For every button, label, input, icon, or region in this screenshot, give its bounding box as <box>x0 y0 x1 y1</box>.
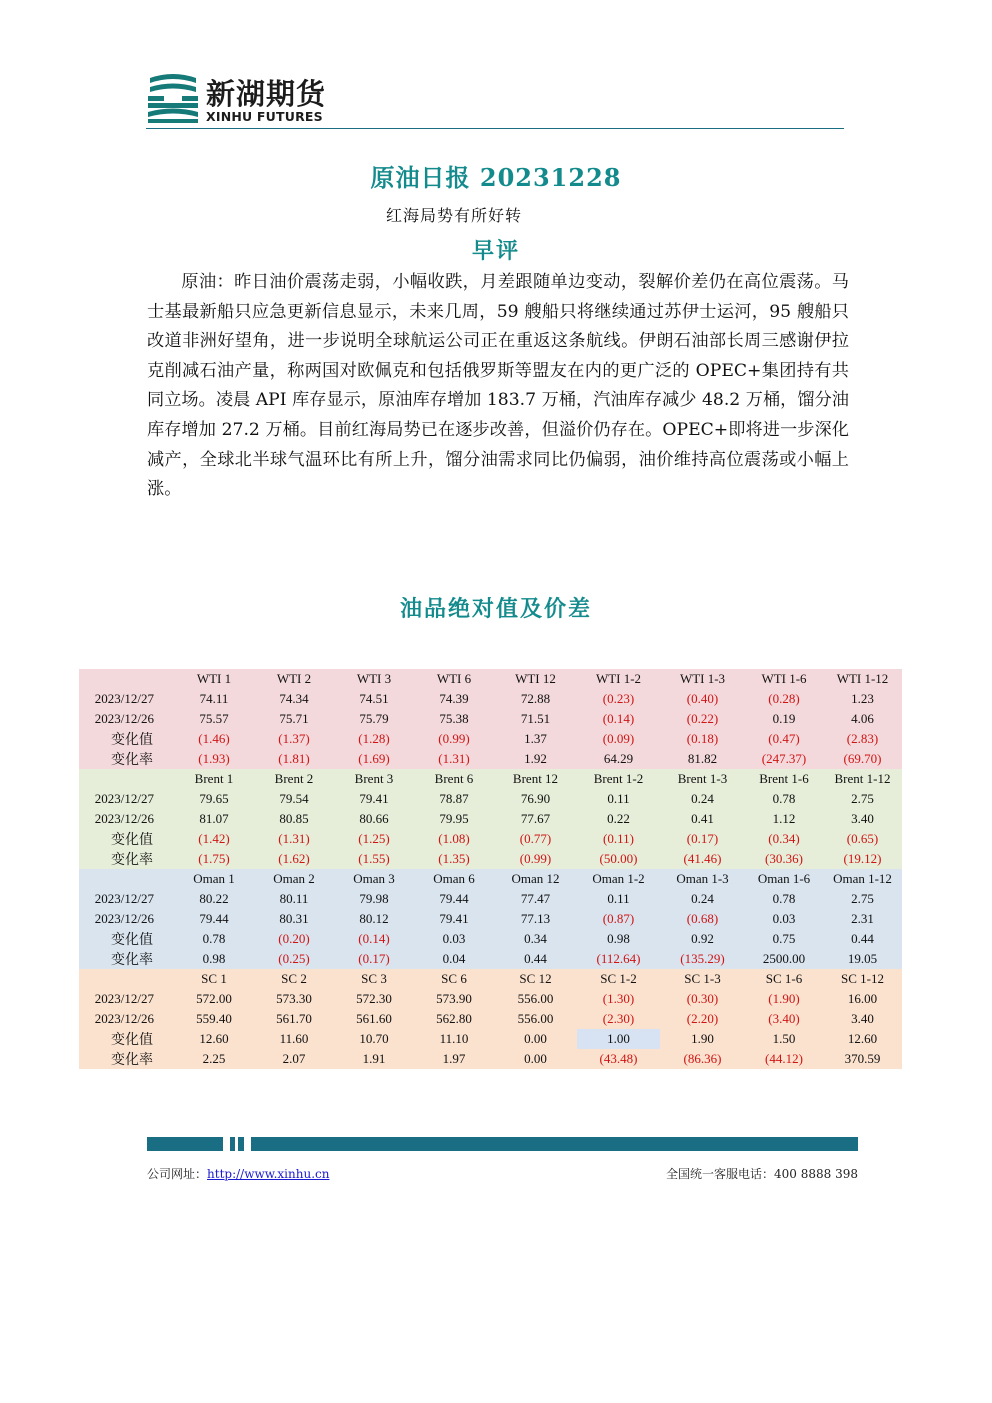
header-blank-cell <box>79 969 174 989</box>
table-cell: 75.57 <box>174 709 254 729</box>
table-cell: 11.60 <box>254 1029 334 1049</box>
table-cell: 1.00 <box>577 1029 660 1049</box>
row-label: 2023/12/27 <box>79 989 174 1009</box>
column-header: WTI 6 <box>414 669 494 689</box>
row-label: 2023/12/26 <box>79 909 174 929</box>
table-cell: 562.80 <box>414 1009 494 1029</box>
table-cell: 0.44 <box>823 929 902 949</box>
table-cell: 79.44 <box>414 889 494 909</box>
table-row <box>79 989 902 1009</box>
table-cell: (0.17) <box>660 829 745 849</box>
column-header: Brent 12 <box>494 769 577 789</box>
table-cell: 2.25 <box>174 1049 254 1069</box>
row-label: 2023/12/27 <box>79 889 174 909</box>
header-divider <box>146 128 844 129</box>
table-cell: 74.11 <box>174 689 254 709</box>
table-row <box>79 1029 902 1049</box>
table-cell: 572.00 <box>174 989 254 1009</box>
column-header: Oman 1-12 <box>823 869 902 889</box>
table-row <box>79 789 902 809</box>
table-cell: 1.91 <box>334 1049 414 1069</box>
row-label: 2023/12/26 <box>79 1009 174 1029</box>
column-header: Oman 1-2 <box>577 869 660 889</box>
table-cell: 81.82 <box>660 749 745 769</box>
column-header: Brent 1-6 <box>745 769 823 789</box>
table-cell: 0.41 <box>660 809 745 829</box>
table-cell: 0.75 <box>745 929 823 949</box>
table-cell: 80.85 <box>254 809 334 829</box>
table-cell: (1.69) <box>334 749 414 769</box>
table-row <box>79 889 902 909</box>
table-cell: (0.87) <box>577 909 660 929</box>
table-cell: 1.12 <box>745 809 823 829</box>
table-cell: 12.60 <box>823 1029 902 1049</box>
table-cell: (1.37) <box>254 729 334 749</box>
table-cell: (1.75) <box>174 849 254 869</box>
report-title: 原油日报 20231228 <box>370 163 622 192</box>
table-cell: 1.92 <box>494 749 577 769</box>
table-cell: 77.67 <box>494 809 577 829</box>
table-cell: (0.28) <box>745 689 823 709</box>
table-cell: (0.99) <box>414 729 494 749</box>
column-header: Brent 1-2 <box>577 769 660 789</box>
column-header: WTI 1-6 <box>745 669 823 689</box>
column-header: WTI 1-12 <box>823 669 902 689</box>
table-cell: 80.11 <box>254 889 334 909</box>
column-header: Oman 12 <box>494 869 577 889</box>
table-cell: 71.51 <box>494 709 577 729</box>
table-cell: 573.30 <box>254 989 334 1009</box>
table-cell: 0.22 <box>577 809 660 829</box>
table-cell: (0.34) <box>745 829 823 849</box>
table-cell: 79.65 <box>174 789 254 809</box>
row-label: 2023/12/26 <box>79 709 174 729</box>
table-header-row <box>79 869 902 889</box>
table-cell: 0.98 <box>174 949 254 969</box>
table-cell: (2.30) <box>577 1009 660 1029</box>
footer-website-link[interactable]: http://www.xinhu.cn <box>207 1167 330 1181</box>
column-header: Brent 6 <box>414 769 494 789</box>
table-cell: (1.55) <box>334 849 414 869</box>
table-cell: 75.38 <box>414 709 494 729</box>
table-row <box>79 809 902 829</box>
table-cell: 559.40 <box>174 1009 254 1029</box>
column-header: SC 12 <box>494 969 577 989</box>
table-cell: (0.25) <box>254 949 334 969</box>
column-header: Brent 1-3 <box>660 769 745 789</box>
table-cell: (1.90) <box>745 989 823 1009</box>
table-cell: (0.22) <box>660 709 745 729</box>
table-cell: 3.40 <box>823 1009 902 1029</box>
table-cell: (69.70) <box>823 749 902 769</box>
table-cell: 76.90 <box>494 789 577 809</box>
table-cell: (1.30) <box>577 989 660 1009</box>
table-cell: (1.46) <box>174 729 254 749</box>
section-heading-morning: 早评 <box>471 238 520 264</box>
table-cell: 77.47 <box>494 889 577 909</box>
table-cell: (1.08) <box>414 829 494 849</box>
table-row <box>79 749 902 769</box>
table-cell: (247.37) <box>745 749 823 769</box>
table-row <box>79 1049 902 1069</box>
table-cell: 2500.00 <box>745 949 823 969</box>
table-cell: 0.44 <box>494 949 577 969</box>
table-cell: 1.37 <box>494 729 577 749</box>
row-label: 变化率 <box>79 949 174 969</box>
table-cell: 0.00 <box>494 1029 577 1049</box>
table-cell: 79.44 <box>174 909 254 929</box>
table-row <box>79 1009 902 1029</box>
column-header: Oman 3 <box>334 869 414 889</box>
column-header: Oman 1-3 <box>660 869 745 889</box>
column-header: SC 1-3 <box>660 969 745 989</box>
table-cell: (1.93) <box>174 749 254 769</box>
table-cell: (0.14) <box>334 929 414 949</box>
table-cell: 79.54 <box>254 789 334 809</box>
table-cell: 0.04 <box>414 949 494 969</box>
table-cell: (1.62) <box>254 849 334 869</box>
table-cell: (1.31) <box>414 749 494 769</box>
table-cell: 0.19 <box>745 709 823 729</box>
table-cell: (19.12) <box>823 849 902 869</box>
table-cell: 74.51 <box>334 689 414 709</box>
table-cell: (0.09) <box>577 729 660 749</box>
table-cell: (1.35) <box>414 849 494 869</box>
table-cell: 572.30 <box>334 989 414 1009</box>
footer-bar-segment <box>147 1137 223 1151</box>
table-cell: 74.34 <box>254 689 334 709</box>
table-cell: (0.47) <box>745 729 823 749</box>
report-subtitle: 红海局势有所好转 <box>386 206 523 225</box>
table-cell: (44.12) <box>745 1049 823 1069</box>
column-header: WTI 1-2 <box>577 669 660 689</box>
table-cell: 77.13 <box>494 909 577 929</box>
table-cell: 10.70 <box>334 1029 414 1049</box>
column-header: SC 1-2 <box>577 969 660 989</box>
table-cell: 79.95 <box>414 809 494 829</box>
table-cell: 556.00 <box>494 1009 577 1029</box>
table-cell: 75.71 <box>254 709 334 729</box>
footer-bar-segment <box>238 1137 244 1151</box>
xinhu-logo-icon <box>146 72 200 124</box>
table-row <box>79 689 902 709</box>
row-label: 变化值 <box>79 829 174 849</box>
column-header: SC 2 <box>254 969 334 989</box>
table-cell: (30.36) <box>745 849 823 869</box>
table-cell: 19.05 <box>823 949 902 969</box>
column-header: Brent 3 <box>334 769 414 789</box>
table-cell: (1.31) <box>254 829 334 849</box>
table-cell: 2.75 <box>823 889 902 909</box>
table-cell: (1.25) <box>334 829 414 849</box>
table-cell: 0.98 <box>577 929 660 949</box>
footer-hotline: 全国统一客服电话：400 8888 398 <box>666 1167 858 1181</box>
table-cell: 79.41 <box>414 909 494 929</box>
table-cell: (0.68) <box>660 909 745 929</box>
table-cell: (0.65) <box>823 829 902 849</box>
table-cell: (0.40) <box>660 689 745 709</box>
row-label: 2023/12/27 <box>79 789 174 809</box>
table-cell: 0.24 <box>660 789 745 809</box>
table-cell: 561.60 <box>334 1009 414 1029</box>
page-header <box>146 72 846 134</box>
table-cell: (86.36) <box>660 1049 745 1069</box>
morning-commentary: 原油：昨日油价震荡走弱，小幅收跌，月差跟随单边变动，裂解价差仍在高位震荡。马士基最新船只应急更新信息显示，未来几周，59 艘船只将继续通过苏伊士运河，95 艘船只改道非洲好望角，进一步说明全球航运公司正在重返这条航线。伊朗石油部长周三感谢伊拉克削减石油产量，称两国对欧佩克和包括俄罗斯等盟友在内的更广泛的 OPEC+集团持有共同立场。凌晨 API 库存显示，原油库存增加 183.7 万桶，汽油库存减少 48.2 万桶，馏分油库存增加 27.2 万桶。目前红海局势已在逐步改善，但溢价仍存在。OPEC+即将进一步深化减产，全球北半球气温环比有所上升，馏分油需求同比仍偏弱，油价维持高位震荡或小幅上涨。 <box>147 272 849 500</box>
table-cell: 561.70 <box>254 1009 334 1029</box>
table-cell: (2.83) <box>823 729 902 749</box>
table-cell: (0.20) <box>254 929 334 949</box>
table-cell: (112.64) <box>577 949 660 969</box>
table-cell: 64.29 <box>577 749 660 769</box>
table-cell: (43.48) <box>577 1049 660 1069</box>
oil-price-spread-table <box>79 669 902 1069</box>
footer-bar-segment <box>230 1137 235 1151</box>
column-header: SC 1-6 <box>745 969 823 989</box>
column-header: Oman 2 <box>254 869 334 889</box>
column-header: Brent 1-12 <box>823 769 902 789</box>
row-label: 2023/12/26 <box>79 809 174 829</box>
table-row <box>79 849 902 869</box>
table-cell: 80.66 <box>334 809 414 829</box>
table-cell: 78.87 <box>414 789 494 809</box>
table-row <box>79 929 902 949</box>
table-cell: 556.00 <box>494 989 577 1009</box>
table-cell: 1.50 <box>745 1029 823 1049</box>
table-cell: (0.30) <box>660 989 745 1009</box>
table-cell: (0.77) <box>494 829 577 849</box>
table-row <box>79 709 902 729</box>
header-blank-cell <box>79 669 174 689</box>
column-header: WTI 1 <box>174 669 254 689</box>
table-cell: 0.11 <box>577 889 660 909</box>
table-cell: 1.23 <box>823 689 902 709</box>
table-cell: (1.42) <box>174 829 254 849</box>
row-label: 变化值 <box>79 1029 174 1049</box>
table-cell: 74.39 <box>414 689 494 709</box>
table-cell: 0.78 <box>745 889 823 909</box>
table-cell: (0.23) <box>577 689 660 709</box>
row-label: 变化值 <box>79 729 174 749</box>
row-label: 变化率 <box>79 849 174 869</box>
table-cell: 0.92 <box>660 929 745 949</box>
table-cell: 0.11 <box>577 789 660 809</box>
table-cell: (3.40) <box>745 1009 823 1029</box>
table-row <box>79 829 902 849</box>
table-row <box>79 949 902 969</box>
table-cell: 3.40 <box>823 809 902 829</box>
table-cell: 75.79 <box>334 709 414 729</box>
table-cell: (0.17) <box>334 949 414 969</box>
table-cell: 4.06 <box>823 709 902 729</box>
table-cell: 0.00 <box>494 1049 577 1069</box>
table-cell: 1.97 <box>414 1049 494 1069</box>
header-blank-cell <box>79 769 174 789</box>
table-cell: 16.00 <box>823 989 902 1009</box>
table-cell: (50.00) <box>577 849 660 869</box>
brand-name <box>206 78 326 124</box>
footer-website <box>147 1165 329 1182</box>
table-cell: 2.31 <box>823 909 902 929</box>
row-label: 变化率 <box>79 749 174 769</box>
column-header: WTI 2 <box>254 669 334 689</box>
table-cell: 11.10 <box>414 1029 494 1049</box>
table-row <box>79 909 902 929</box>
table-cell: (0.99) <box>494 849 577 869</box>
table-cell: (2.20) <box>660 1009 745 1029</box>
brand-name-en: XINHU FUTURES <box>206 109 323 124</box>
column-header: WTI 1-3 <box>660 669 745 689</box>
table-cell: (0.11) <box>577 829 660 849</box>
column-header: Oman 1 <box>174 869 254 889</box>
table-cell: 79.98 <box>334 889 414 909</box>
table-cell: (1.28) <box>334 729 414 749</box>
table-cell: 0.78 <box>745 789 823 809</box>
table-cell: 80.12 <box>334 909 414 929</box>
table-cell: 0.24 <box>660 889 745 909</box>
table-cell: (41.46) <box>660 849 745 869</box>
column-header: WTI 3 <box>334 669 414 689</box>
table-cell: 72.88 <box>494 689 577 709</box>
table-cell: 2.07 <box>254 1049 334 1069</box>
table-cell: 370.59 <box>823 1049 902 1069</box>
table-cell: 0.34 <box>494 929 577 949</box>
table-cell: 0.03 <box>414 929 494 949</box>
table-header-row <box>79 969 902 989</box>
table-cell: (0.14) <box>577 709 660 729</box>
table-cell: 81.07 <box>174 809 254 829</box>
table-cell: 1.90 <box>660 1029 745 1049</box>
column-header: Oman 1-6 <box>745 869 823 889</box>
column-header: SC 1 <box>174 969 254 989</box>
column-header: WTI 12 <box>494 669 577 689</box>
table-cell: 2.75 <box>823 789 902 809</box>
table-cell: (0.18) <box>660 729 745 749</box>
row-label: 变化率 <box>79 1049 174 1069</box>
row-label: 2023/12/27 <box>79 689 174 709</box>
column-header: SC 6 <box>414 969 494 989</box>
table-cell: 0.03 <box>745 909 823 929</box>
column-header: Brent 1 <box>174 769 254 789</box>
table-header-row <box>79 769 902 789</box>
column-header: SC 3 <box>334 969 414 989</box>
brand-name-cn: 新湖期货 <box>206 77 327 111</box>
table-row <box>79 729 902 749</box>
header-blank-cell <box>79 869 174 889</box>
column-header: Oman 6 <box>414 869 494 889</box>
table-cell: 573.90 <box>414 989 494 1009</box>
row-label: 变化值 <box>79 929 174 949</box>
table-cell: 80.31 <box>254 909 334 929</box>
table-cell: 79.41 <box>334 789 414 809</box>
column-header: Brent 2 <box>254 769 334 789</box>
column-header: SC 1-12 <box>823 969 902 989</box>
section-heading-table: 油品绝对值及价差 <box>399 596 592 622</box>
table-cell: 0.78 <box>174 929 254 949</box>
table-cell: 12.60 <box>174 1029 254 1049</box>
table-cell: 80.22 <box>174 889 254 909</box>
footer-website-label: 公司网址： <box>147 1167 208 1181</box>
table-cell: (1.81) <box>254 749 334 769</box>
table-cell: (135.29) <box>660 949 745 969</box>
table-header-row <box>79 669 902 689</box>
footer-bar-segment <box>251 1137 858 1151</box>
